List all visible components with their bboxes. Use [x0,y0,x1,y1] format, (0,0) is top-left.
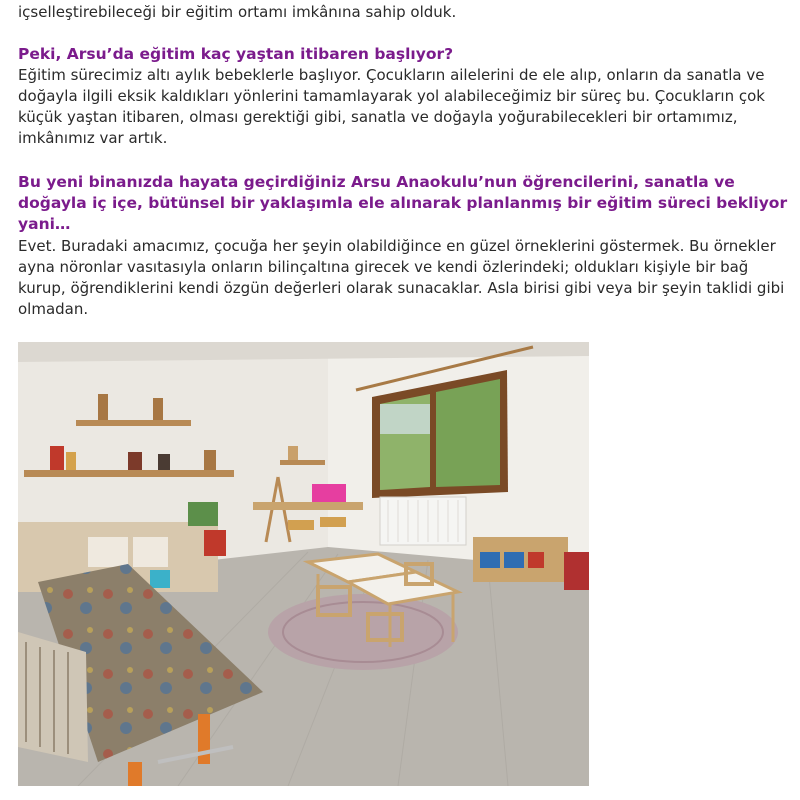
answer-paragraph-1: Eğitim sürecimiz altı aylık bebeklerle başlıyor. Çocukların ailelerini de ele alıp, onların da sanatla ve doğayla ilgili eksik kaldıkları yönlerini tamamlayarak yol alabileceğimiz bir süreç bu. Çocukların çok küçük yaştan itibaren, olması gerektiği gibi, sanatla ve doğayla yoğurabilecekleri bir ortamımız, imkânımız var artık. [18,66,765,147]
classroom-photo [18,342,589,786]
question-heading-1: Peki, Arsu’da eğitim kaç yaştan itibaren başlıyor? [18,45,454,63]
intro-paragraph-tail: içselleştirebileceği bir eğitim ortamı imkânına sahip olduk. [18,3,457,21]
answer-paragraph-2: Evet. Buradaki amacımız, çocuğa her şeyin olabildiğince en güzel örneklerini göstermek. Bu örnekler ayna nöronlar vasıtasıyla onların bilinçaltına girecek ve kendi özlerindeki; oldukları kişiyle bir bağ kurup, öğrendiklerini kendi özgün değerleri olarak sunacaklar. Asla birisi gibi veya bir şeyin taklidi gibi olmadan. [18,237,785,318]
question-heading-2: Bu yeni binanızda hayata geçirdiğiniz Arsu Anaokulu’nun öğrencilerini, sanatla ve doğayla iç içe, bütünsel bir yaklaşımla ele alınarak planlanmış bir eğitim süreci bekliyor yani… [18,173,788,233]
